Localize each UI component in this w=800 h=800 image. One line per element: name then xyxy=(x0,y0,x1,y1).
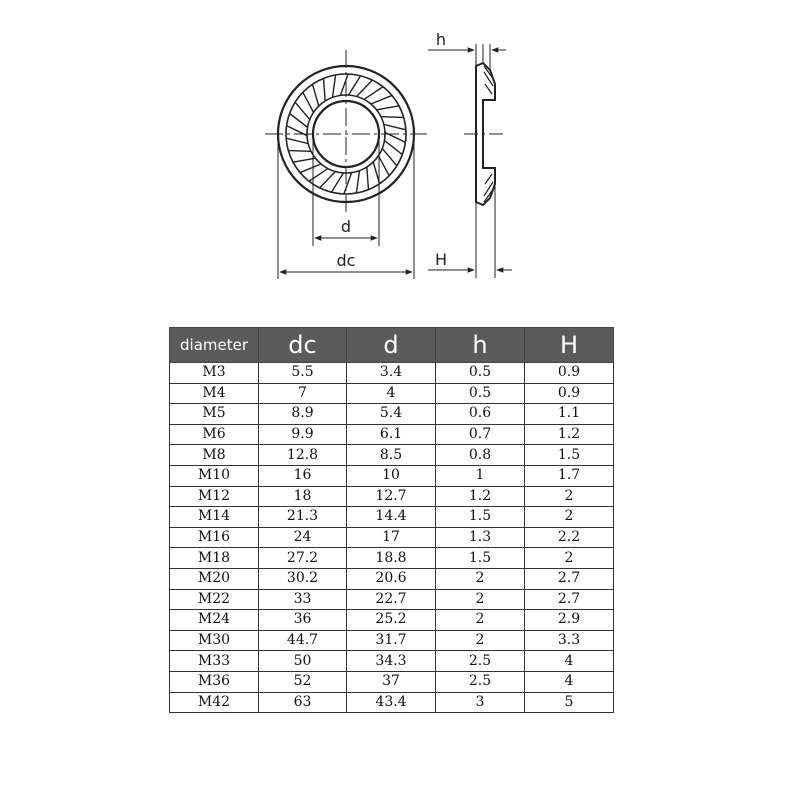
cell-d: 8.5 xyxy=(347,445,436,466)
cell-H: 2 xyxy=(525,486,614,507)
cell-h: 3 xyxy=(436,692,525,713)
side-view-dimensions xyxy=(428,44,512,278)
cell-h: 1.5 xyxy=(436,548,525,569)
cell-H: 1.1 xyxy=(525,404,614,425)
cell-d: 3.4 xyxy=(347,363,436,384)
serration-tooth xyxy=(309,169,328,182)
serration-tooth xyxy=(290,113,308,127)
table-row xyxy=(170,589,614,610)
serration-tooth xyxy=(320,172,336,188)
serration-tooth xyxy=(367,167,369,190)
cell-diameter: M6 xyxy=(170,424,259,445)
dimension-label-h: h xyxy=(435,30,447,49)
table-header-row xyxy=(170,328,614,363)
table-row xyxy=(170,383,614,404)
serration-tooth xyxy=(349,76,361,95)
table-row xyxy=(170,486,614,507)
dimension-label-H: H xyxy=(434,250,448,269)
serration-tooth xyxy=(371,95,392,104)
cell-h: 1 xyxy=(436,465,525,486)
table-row xyxy=(170,692,614,713)
cell-d: 37 xyxy=(347,671,436,692)
cell-h: 0.8 xyxy=(436,445,525,466)
cell-dc: 21.3 xyxy=(259,507,347,528)
table-row xyxy=(170,630,614,651)
cell-h: 0.7 xyxy=(436,424,525,445)
cell-d: 5.4 xyxy=(347,404,436,425)
serration-tooth xyxy=(331,173,343,192)
cell-dc: 44.7 xyxy=(259,630,347,651)
cell-h: 0.5 xyxy=(436,363,525,384)
cell-dc: 9.9 xyxy=(259,424,347,445)
cell-H: 1.2 xyxy=(525,424,614,445)
cell-d: 4 xyxy=(347,383,436,404)
serration-tooth xyxy=(312,84,318,106)
cell-diameter: M42 xyxy=(170,692,259,713)
cell-H: 4 xyxy=(525,671,614,692)
cell-dc: 52 xyxy=(259,671,347,692)
cell-h: 2 xyxy=(436,568,525,589)
cell-h: 2 xyxy=(436,630,525,651)
cell-diameter: M14 xyxy=(170,507,259,528)
header-h: h xyxy=(436,328,525,363)
cell-diameter: M18 xyxy=(170,548,259,569)
cell-dc: 63 xyxy=(259,692,347,713)
cell-d: 10 xyxy=(347,465,436,486)
cell-dc: 27.2 xyxy=(259,548,347,569)
cell-d: 18.8 xyxy=(347,548,436,569)
cell-H: 2.9 xyxy=(525,610,614,631)
cell-d: 34.3 xyxy=(347,651,436,672)
cell-dc: 7 xyxy=(259,383,347,404)
dimension-label-d: d xyxy=(340,217,352,236)
serration-tooth xyxy=(288,151,311,152)
cell-H: 2.7 xyxy=(525,589,614,610)
cell-H: 5 xyxy=(525,692,614,713)
table-row xyxy=(170,548,614,569)
cell-d: 43.4 xyxy=(347,692,436,713)
washer-drawing xyxy=(0,0,800,300)
cell-dc: 18 xyxy=(259,486,347,507)
cell-diameter: M10 xyxy=(170,465,259,486)
table-row xyxy=(170,507,614,528)
table-row xyxy=(170,445,614,466)
table-body xyxy=(170,363,614,713)
cell-diameter: M30 xyxy=(170,630,259,651)
serration-tooth xyxy=(364,87,383,100)
cell-H: 2 xyxy=(525,548,614,569)
cell-H: 0.9 xyxy=(525,363,614,384)
header-H: H xyxy=(525,328,614,363)
cell-H: 2 xyxy=(525,507,614,528)
cell-H: 2.7 xyxy=(525,568,614,589)
table-row xyxy=(170,404,614,425)
cell-dc: 8.9 xyxy=(259,404,347,425)
serration-tooth xyxy=(295,102,310,119)
serration-tooth xyxy=(340,74,348,95)
cell-H: 3.3 xyxy=(525,630,614,651)
serration-tooth xyxy=(384,124,406,129)
cell-diameter: M3 xyxy=(170,363,259,384)
table-row xyxy=(170,610,614,631)
cell-h: 2 xyxy=(436,610,525,631)
table-row xyxy=(170,671,614,692)
header-diameter: diameter xyxy=(170,328,259,363)
cell-dc: 36 xyxy=(259,610,347,631)
cell-H: 1.5 xyxy=(525,445,614,466)
cell-h: 2.5 xyxy=(436,651,525,672)
serration-tooth xyxy=(377,106,399,110)
spec-table xyxy=(169,327,614,713)
cell-diameter: M12 xyxy=(170,486,259,507)
dimension-label-dc: dc xyxy=(336,251,356,270)
cell-dc: 16 xyxy=(259,465,347,486)
header-d: d xyxy=(347,328,436,363)
cell-d: 22.7 xyxy=(347,589,436,610)
cell-dc: 12.8 xyxy=(259,445,347,466)
serration-tooth xyxy=(378,156,389,176)
serration-tooth xyxy=(332,75,335,98)
table-row xyxy=(170,568,614,589)
cell-dc: 33 xyxy=(259,589,347,610)
cell-dc: 30.2 xyxy=(259,568,347,589)
serration-tooth xyxy=(384,141,402,155)
washer-side-view xyxy=(464,63,506,205)
cell-diameter: M33 xyxy=(170,651,259,672)
cell-h: 1.3 xyxy=(436,527,525,548)
cell-diameter: M22 xyxy=(170,589,259,610)
cell-d: 17 xyxy=(347,527,436,548)
cell-H: 2.2 xyxy=(525,527,614,548)
cell-dc: 5.5 xyxy=(259,363,347,384)
cell-h: 2.5 xyxy=(436,671,525,692)
cell-diameter: M8 xyxy=(170,445,259,466)
cell-H: 4 xyxy=(525,651,614,672)
cell-H: 0.9 xyxy=(525,383,614,404)
serration-tooth xyxy=(303,92,314,112)
cell-d: 14.4 xyxy=(347,507,436,528)
serration-tooth xyxy=(300,164,321,173)
cell-h: 0.5 xyxy=(436,383,525,404)
table-row xyxy=(170,651,614,672)
cell-diameter: M16 xyxy=(170,527,259,548)
table-row xyxy=(170,424,614,445)
cell-h: 2 xyxy=(436,589,525,610)
cell-h: 1.5 xyxy=(436,507,525,528)
serration-tooth xyxy=(344,173,352,194)
cell-d: 6.1 xyxy=(347,424,436,445)
cell-d: 31.7 xyxy=(347,630,436,651)
serration-tooth xyxy=(356,171,359,194)
cell-dc: 50 xyxy=(259,651,347,672)
table-row xyxy=(170,363,614,384)
cell-diameter: M5 xyxy=(170,404,259,425)
cell-d: 25.2 xyxy=(347,610,436,631)
cell-h: 1.2 xyxy=(436,486,525,507)
cell-h: 0.6 xyxy=(436,404,525,425)
cell-diameter: M24 xyxy=(170,610,259,631)
table-row xyxy=(170,527,614,548)
cell-d: 20.6 xyxy=(347,568,436,589)
cell-H: 1.7 xyxy=(525,465,614,486)
cell-dc: 24 xyxy=(259,527,347,548)
serration-tooth xyxy=(382,148,397,165)
serration-tooth xyxy=(293,158,315,162)
serration-tooth xyxy=(286,138,308,143)
serration-tooth xyxy=(357,80,373,96)
serration-tooth xyxy=(324,78,326,101)
washer-front-view xyxy=(265,50,427,212)
cell-d: 12.7 xyxy=(347,486,436,507)
table-row xyxy=(170,465,614,486)
cell-diameter: M20 xyxy=(170,568,259,589)
serration-tooth xyxy=(381,117,404,118)
cell-diameter: M36 xyxy=(170,671,259,692)
header-dc: dc xyxy=(259,328,347,363)
cell-diameter: M4 xyxy=(170,383,259,404)
